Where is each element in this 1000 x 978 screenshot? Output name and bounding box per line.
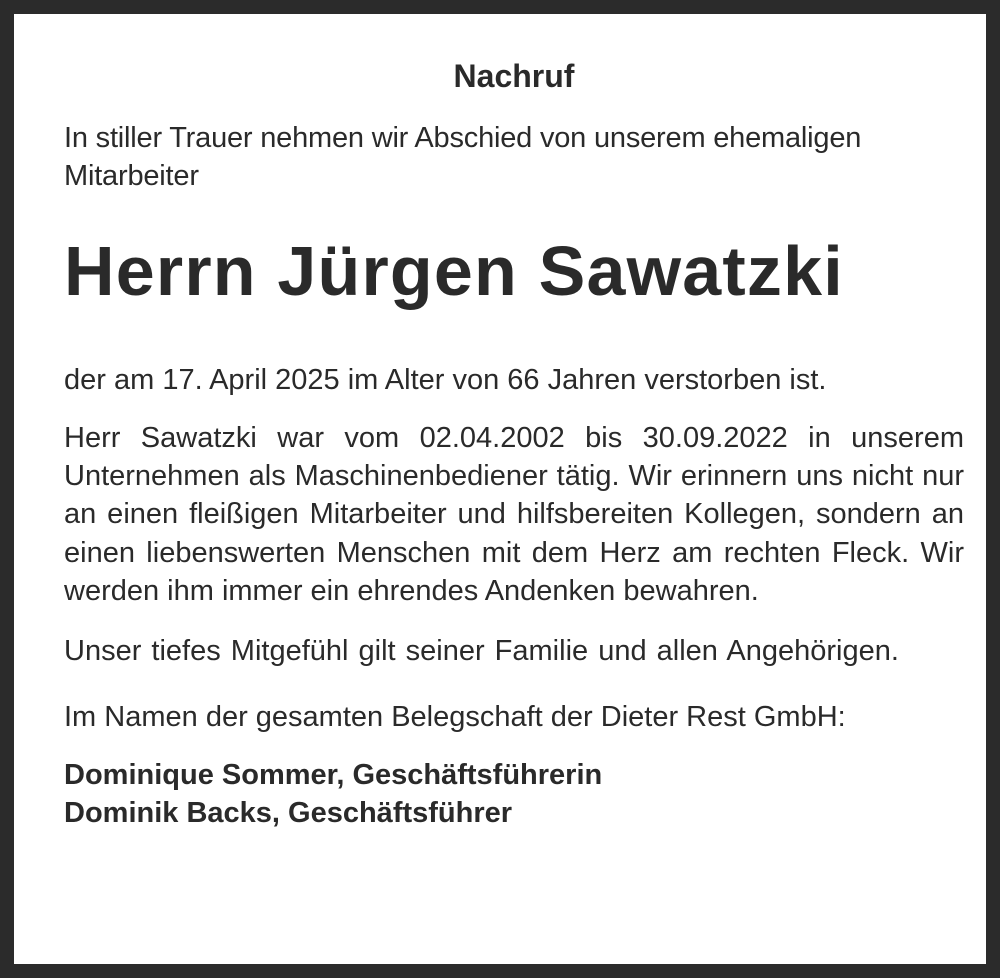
closing-line: Im Namen der gesamten Belegschaft der Dieter Rest GmbH: <box>64 701 846 734</box>
signature-block <box>64 756 964 832</box>
intro-text: In stiller Trauer nehmen wir Abschied von unserem ehemaligen Mitarbeiter <box>64 122 862 192</box>
death-date-line: der am 17. April 2025 im Alter von 66 Jahren verstorben ist. <box>64 364 827 396</box>
condolence-paragraph: Unser tiefes Mitgefühl gilt seiner Familie und allen Angehörigen. <box>64 635 899 668</box>
tribute-paragraph: Herr Sawatzki war vom 02.04.2002 bis 30.09.2022 in unserem Unternehmen als Maschinenbediener tätig. Wir erinnern uns nicht nur an einen fleißigen Mitarbeiter und hilfsbereiten Kollegen, sondern an einen liebenswerten Menschen mit dem Herz am rechten Fleck. Wir werden ihm immer ein ehrendes Andenken bewahren. <box>64 422 964 607</box>
signatory-name: Dominik Backs, Geschäftsführer <box>64 797 513 830</box>
obituary-heading: Nachruf <box>453 58 575 94</box>
deceased-name: Herrn Jürgen Sawatzki <box>64 232 844 310</box>
obituary-content <box>64 54 964 832</box>
signatory-name: Dominique Sommer, Geschäftsführerin <box>64 759 603 792</box>
